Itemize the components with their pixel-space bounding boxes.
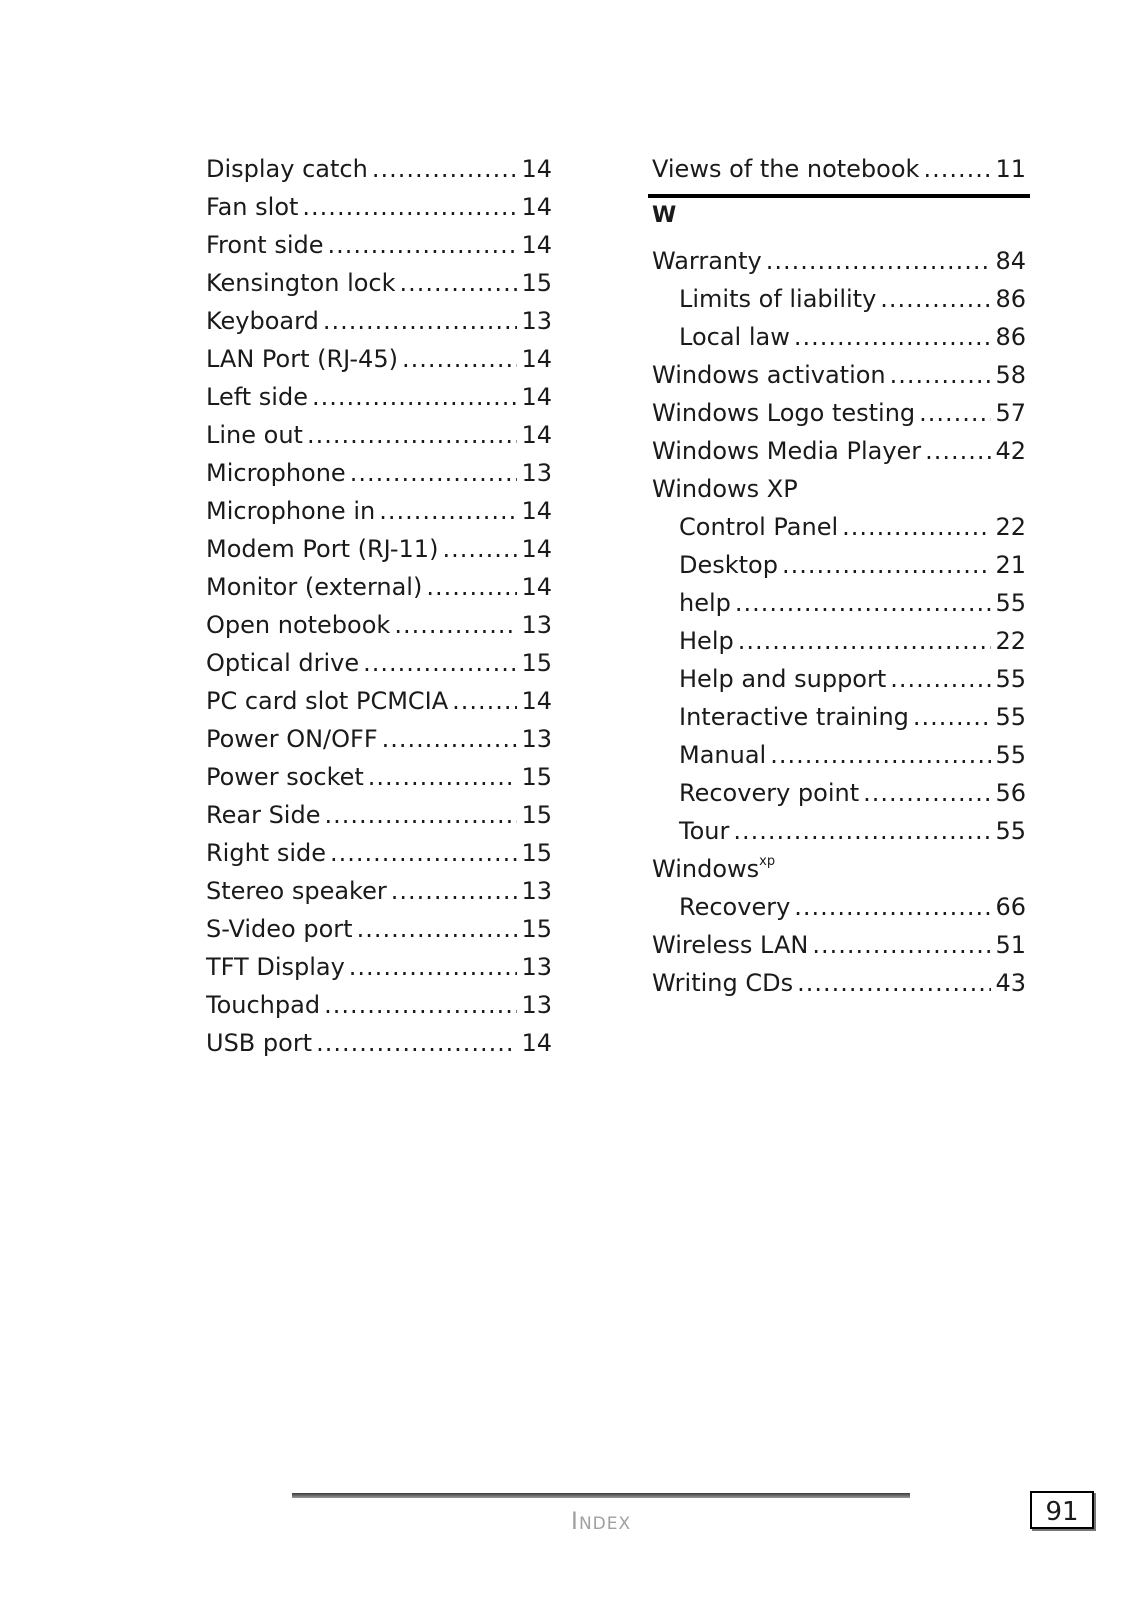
dot-leader <box>382 720 518 758</box>
index-subentry: Interactive training ..... 55 <box>652 698 1026 736</box>
dot-leader <box>402 340 518 378</box>
section-letter: W <box>652 203 677 228</box>
index-entry: Wireless LAN ..... 51 <box>652 926 1026 964</box>
dot-leader <box>379 492 517 530</box>
dot-leader <box>733 812 991 850</box>
dot-leader <box>324 986 517 1024</box>
index-entry: Windows Logo testing ..... 57 <box>652 394 1026 432</box>
dot-leader <box>890 660 991 698</box>
index-heading-entry: Windows$^{xp}$ <box>652 854 776 883</box>
index-subentry: Manual ..... 55 <box>652 736 1026 774</box>
index-entry: Writing CDs ..... 43 <box>652 964 1026 1002</box>
index-entry: Kensington lock ..... 15 <box>206 264 552 302</box>
dot-leader <box>391 872 518 910</box>
dot-leader <box>368 758 518 796</box>
dot-leader <box>400 264 518 302</box>
dot-leader <box>312 378 518 416</box>
dot-leader <box>316 1024 517 1062</box>
dot-leader <box>330 834 517 872</box>
index-entry: Windows Media Player ..... 42 <box>652 432 1026 470</box>
footer-rule <box>292 1493 910 1498</box>
dot-leader <box>328 226 518 264</box>
index-entry: LAN Port (RJ-45) ..... 14 <box>206 340 552 378</box>
index-subentry: help ..... 55 <box>652 584 1026 622</box>
dot-leader <box>363 644 517 682</box>
index-subentry: Help and support ..... 55 <box>652 660 1026 698</box>
dot-leader <box>812 926 991 964</box>
index-entry: Line out ..... 14 <box>206 416 552 454</box>
index-entry: Monitor (external) ..... 14 <box>206 568 552 606</box>
dot-leader <box>735 584 992 622</box>
dot-leader <box>925 432 991 470</box>
dot-leader <box>324 796 517 834</box>
index-entry: Touchpad ..... 13 <box>206 986 552 1024</box>
index-entry: Optical drive ..... 15 <box>206 644 552 682</box>
index-entry: S-Video port ..... 15 <box>206 910 552 948</box>
index-subentry: Recovery point ..... 56 <box>652 774 1026 812</box>
index-entry: TFT Display ..... 13 <box>206 948 552 986</box>
index-entry: Right side ..... 15 <box>206 834 552 872</box>
index-entry: USB port ..... 14 <box>206 1024 552 1062</box>
index-entry: Keyboard ..... 13 <box>206 302 552 340</box>
dot-leader <box>770 736 991 774</box>
index-column-right <box>652 150 1026 1002</box>
dot-leader <box>394 606 517 644</box>
index-entry: Left side ..... 14 <box>206 378 552 416</box>
index-subentry: Limits of liability ..... 86 <box>652 280 1026 318</box>
dot-leader <box>442 530 517 568</box>
index-entry: Microphone ..... 13 <box>206 454 552 492</box>
dot-leader <box>782 546 991 584</box>
dot-leader <box>307 416 518 454</box>
dot-leader <box>794 318 992 356</box>
dot-leader <box>738 622 992 660</box>
index-subentry: Local law ..... 86 <box>652 318 1026 356</box>
dot-leader <box>794 888 991 926</box>
index-entry: Display catch ..... 14 <box>206 150 552 188</box>
index-column-left <box>206 150 552 1062</box>
dot-leader <box>797 964 991 1002</box>
dot-leader <box>452 682 517 720</box>
index-entry: Power socket ..... 15 <box>206 758 552 796</box>
index-entry: Fan slot ..... 14 <box>206 188 552 226</box>
index-entry: Modem Port (RJ-11) ..... 14 <box>206 530 552 568</box>
index-subentry: Control Panel ..... 22 <box>652 508 1026 546</box>
index-subentry: Recovery ..... 66 <box>652 888 1026 926</box>
dot-leader <box>302 188 517 226</box>
dot-leader <box>766 242 992 280</box>
index-entry: Power ON/OFF ..... 13 <box>206 720 552 758</box>
index-subentry: Help ..... 22 <box>652 622 1026 660</box>
dot-leader <box>880 280 991 318</box>
dot-leader <box>357 910 518 948</box>
page-number: 91 <box>1030 1491 1094 1529</box>
index-entry: Front side ..... 14 <box>206 226 552 264</box>
footer-title: Index <box>570 1507 632 1535</box>
dot-leader <box>372 150 518 188</box>
index-heading-entry: Windows XP <box>652 475 798 503</box>
index-entry: PC card slot PCMCIA ..... 14 <box>206 682 552 720</box>
dot-leader <box>913 698 992 736</box>
index-entry: Microphone in ..... 14 <box>206 492 552 530</box>
dot-leader <box>863 774 991 812</box>
dot-leader <box>426 568 517 606</box>
dot-leader <box>323 302 518 340</box>
dot-leader <box>923 150 991 188</box>
index-entry: Stereo speaker ..... 13 <box>206 872 552 910</box>
superscript: xp <box>759 854 776 869</box>
dot-leader <box>890 356 992 394</box>
index-subentry: Desktop ..... 21 <box>652 546 1026 584</box>
index-entry: Rear Side ..... 15 <box>206 796 552 834</box>
dot-leader <box>350 454 518 492</box>
index-subentry: Tour ..... 55 <box>652 812 1026 850</box>
index-entry: Views of the notebook ..... 11 <box>652 150 1026 188</box>
dot-leader <box>349 948 518 986</box>
index-entry: Windows activation ..... 58 <box>652 356 1026 394</box>
dot-leader <box>842 508 991 546</box>
index-entry: Open notebook ..... 13 <box>206 606 552 644</box>
dot-leader <box>919 394 991 432</box>
index-entry: Warranty ..... 84 <box>652 242 1026 280</box>
